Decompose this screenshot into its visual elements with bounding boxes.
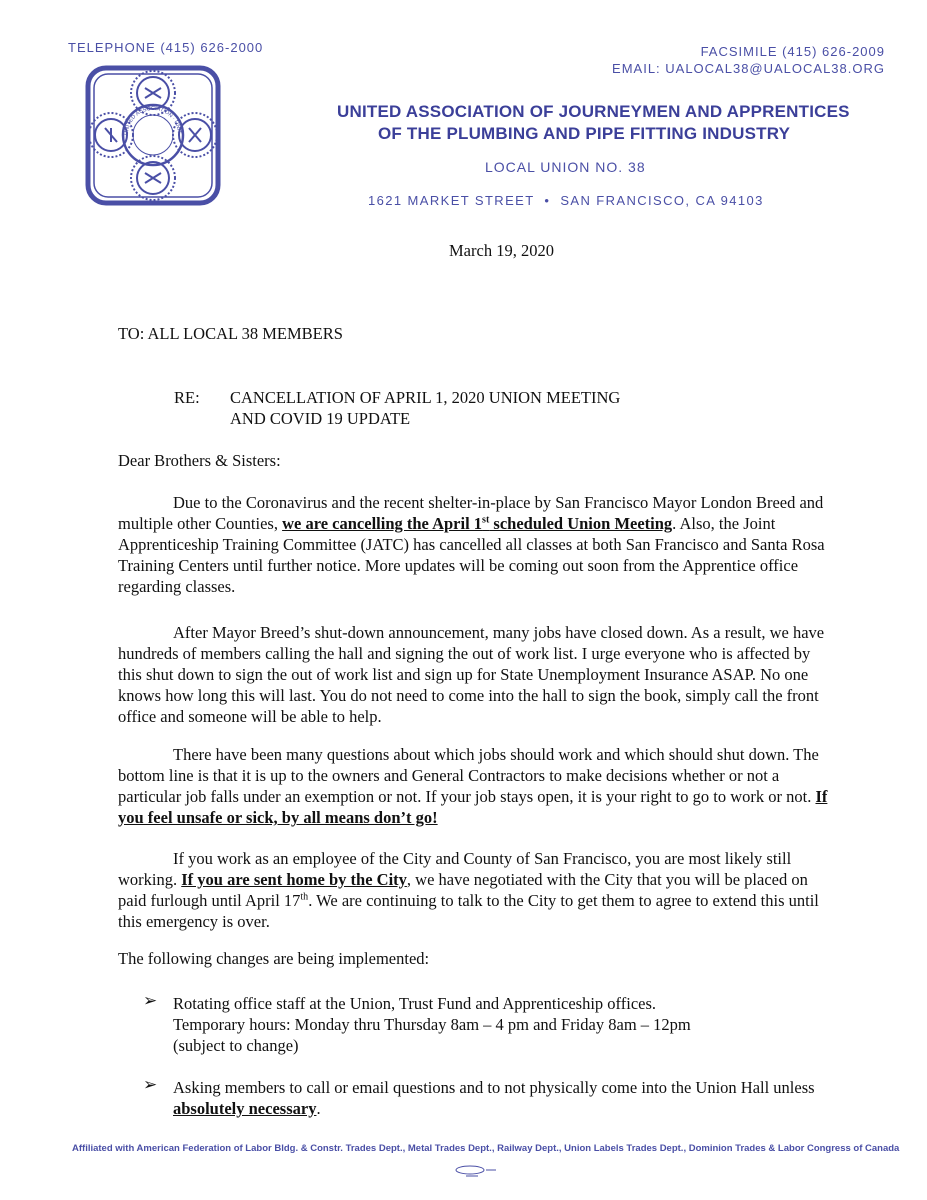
org-name-line1: UNITED ASSOCIATION OF JOURNEYMEN AND APPRENTICES <box>337 102 850 121</box>
re-subject-line1: CANCELLATION OF APRIL 1, 2020 UNION MEETING <box>230 388 621 407</box>
changes-intro: The following changes are being implemented: <box>118 949 430 968</box>
re-label: RE: <box>174 388 200 407</box>
bullet-office-staff: Rotating office staff at the Union, Trust Fund and Apprenticeship offices. Temporary hours: Monday thru Thursday 8am – 4 pm and Friday 8am – 12pm (subject to change) <box>173 994 691 1055</box>
paragraph-out-of-work: After Mayor Breed’s shut-down announcement, many jobs have closed down. As a result, we have hundreds of members calling the hall and signing the out of work list. I urge everyone who is affected by this shut down to sign the out of work list and sign up for State Unemployment Insurance ASAP. No one knows how long this will last. You do not need to come into the hall to sign the book, simply call the front office and someone will be able to help. <box>118 623 825 726</box>
safety-notice: If you feel unsafe or sick, by all means don’t go! <box>118 787 828 827</box>
recipient-line: TO: ALL LOCAL 38 MEMBERS <box>118 324 343 343</box>
re-subject-line2: AND COVID 19 UPDATE <box>230 409 411 428</box>
bullet-call-or-email: Asking members to call or email questions and to not physically come into the Union Hall unless absolutely necessary. <box>173 1078 815 1118</box>
telephone-number: TELEPHONE (415) 626-2000 <box>68 40 264 55</box>
arrow-bullet-icon: ➢ <box>143 991 158 1010</box>
paragraph-meeting-cancellation: Due to the Coronavirus and the recent shelter-in-place by San Francisco Mayor London Breed and multiple other Counties, we are cancelling the April 1st scheduled Union Meeting. Also, the Joint Apprenticeship Training Committee (JATC) has cancelled all classes at both San Francisco and Santa Rosa Training Centers until further notice. More updates will be coming out soon from the Apprentice office regarding classes. <box>118 493 825 596</box>
absolutely-necessary: absolutely necessary <box>173 1099 317 1118</box>
org-name-line2: OF THE PLUMBING AND PIPE FITTING INDUSTRY <box>378 124 791 143</box>
fax-number: FACSIMILE (415) 626-2009 <box>700 44 885 59</box>
email-address: EMAIL: UALOCAL38@UALOCAL38.ORG <box>612 61 885 76</box>
street-address: 1621 MARKET STREET • SAN FRANCISCO, CA 94103 <box>368 193 764 208</box>
seal-text: UNITED ASSOCIATION · UNIT <box>123 105 183 136</box>
union-label-bug-icon <box>450 1164 506 1180</box>
cancellation-notice: we are cancelling the April 1st scheduled Union Meeting <box>282 514 673 533</box>
union-seal-logo <box>78 58 228 213</box>
arrow-bullet-icon: ➢ <box>143 1075 158 1094</box>
affiliation-footer: Affiliated with American Federation of Labor Bldg. & Constr. Trades Dept., Metal Trades Dept., Railway Dept., Union Labels Trades Dept., Dominion Trades & Labor Congress of Canada <box>72 1143 900 1154</box>
paragraph-job-safety: There have been many questions about which jobs should work and which should shut down. The bottom line is that it is up to the owners and General Contractors to make decisions whether or not a particular job falls under an exemption or not. If your job stays open, it is your right to go to work or not. If you feel unsafe or sick, by all means don’t go! <box>118 745 828 827</box>
local-union-number: LOCAL UNION NO. 38 <box>485 159 646 175</box>
paragraph-city-employees: If you work as an employee of the City and County of San Francisco, you are most likely still working. If you are sent home by the City, we have negotiated with the City that you will be placed on paid furlough until April 17th. We are continuing to talk to the City to get them to agree to extend this until this emergency is over. <box>118 849 819 931</box>
salutation: Dear Brothers & Sisters: <box>118 451 281 470</box>
letter-date: March 19, 2020 <box>449 241 554 260</box>
sent-home-notice: If you are sent home by the City <box>181 870 407 889</box>
